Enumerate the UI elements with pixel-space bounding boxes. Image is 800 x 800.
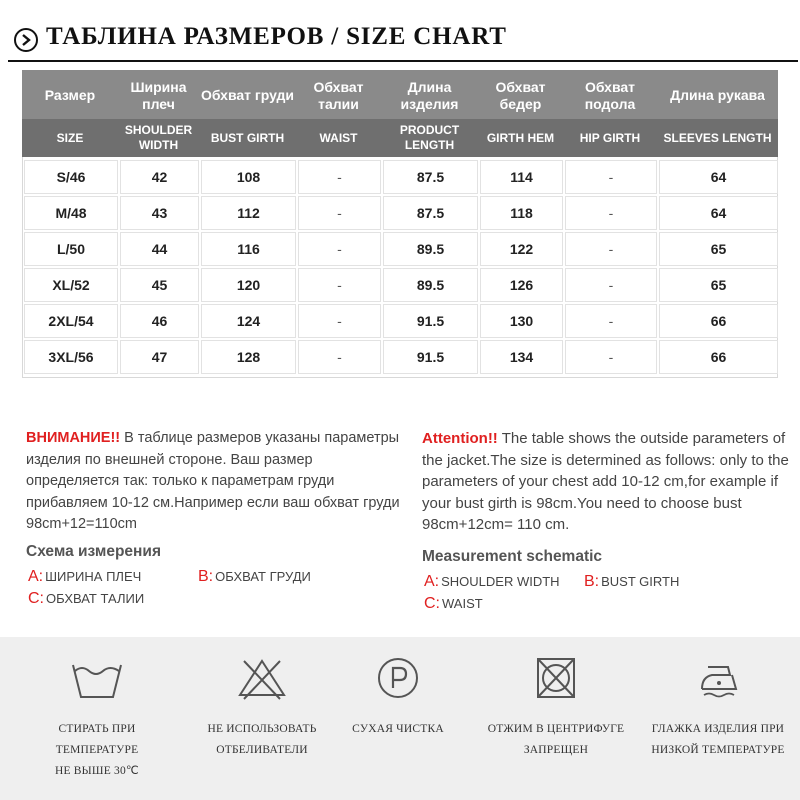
table-row bbox=[23, 267, 777, 303]
cell-shoulder-width: 47 bbox=[120, 340, 199, 374]
header-en-length: PRODUCT LENGTH bbox=[399, 123, 460, 152]
care-wash-line2: НЕ ВЫШЕ 30℃ bbox=[54, 765, 140, 777]
cell-hip-girth: - bbox=[565, 160, 657, 194]
care-tumble-line1: ОТЖИМ В ЦЕНТРИФУГЕ bbox=[487, 723, 625, 735]
care-iron bbox=[638, 655, 798, 761]
warning-label-en: Attention!! bbox=[422, 430, 498, 447]
note-text-en: The table shows the outside parameters of the jacket.The size is determined as follows: only to the parameters of your chest add 10-12 cm,for example if your bust girth is 98cm.You need to choose bust 98cm+12cm= 110 cm. bbox=[422, 430, 789, 533]
scheme-title-ru: Схема измерения bbox=[26, 543, 161, 560]
cell-shoulder-width: 45 bbox=[120, 268, 199, 302]
header-ru-hem: Обхват бедер bbox=[495, 78, 546, 112]
measure-item-ru-a: A: ШИРИНА ПЛЕЧ bbox=[28, 568, 142, 585]
header-ru-size: Размер bbox=[44, 87, 96, 103]
measure-item-ru-b: B: ОБХВАТ ГРУДИ bbox=[198, 568, 311, 585]
cell-hip-girth: - bbox=[565, 232, 657, 266]
cell-size: 3XL/56 bbox=[24, 340, 118, 374]
cell-sleeves-length: 64 bbox=[659, 196, 778, 230]
cell-girth-hem: 122 bbox=[480, 232, 563, 266]
cell-sleeves-length: 65 bbox=[659, 268, 778, 302]
measure-item-en-b: B: BUST GIRTH bbox=[584, 573, 680, 590]
cell-waist: - bbox=[298, 232, 381, 266]
table-header-en bbox=[22, 119, 778, 157]
cell-product-length: 91.5 bbox=[383, 340, 478, 374]
cell-bust-girth: 116 bbox=[201, 232, 296, 266]
warning-label-ru: ВНИМАНИЕ!! bbox=[26, 430, 121, 446]
header-en-bust: BUST GIRTH bbox=[210, 130, 285, 145]
header-en-size: SIZE bbox=[56, 130, 84, 145]
cell-size: 2XL/54 bbox=[24, 304, 118, 338]
scheme-title-en: Measurement schematic bbox=[422, 548, 603, 565]
care-tumble bbox=[476, 655, 636, 761]
wash-temperature-icon bbox=[67, 655, 127, 701]
note-text-ru: В таблице размеров указаны параметры изделия по внешней стороне. Ваш размер определяется так: только к параметрам груди прибавляем 10-12 см.Например если ваш обхват груди 98cm+12=110cm bbox=[26, 430, 400, 532]
header-ru-shoulder: Ширина плеч bbox=[130, 78, 187, 112]
chevron-right-icon bbox=[14, 28, 38, 52]
table-body bbox=[22, 157, 778, 378]
cell-girth-hem: 114 bbox=[480, 160, 563, 194]
cell-girth-hem: 134 bbox=[480, 340, 563, 374]
cell-bust-girth: 108 bbox=[201, 160, 296, 194]
no-bleach-icon bbox=[232, 655, 292, 701]
cell-product-length: 89.5 bbox=[383, 268, 478, 302]
header-en-hem: GIRTH HEM bbox=[486, 130, 555, 145]
header-divider bbox=[8, 60, 798, 62]
cell-product-length: 87.5 bbox=[383, 196, 478, 230]
cell-shoulder-width: 43 bbox=[120, 196, 199, 230]
header-ru-hip: Обхват подола bbox=[584, 78, 636, 112]
table-row bbox=[23, 303, 777, 339]
cell-girth-hem: 130 bbox=[480, 304, 563, 338]
cell-waist: - bbox=[298, 340, 381, 374]
care-wash-line1: СТИРАТЬ ПРИ ТЕМПЕРАТУРЕ bbox=[55, 723, 139, 756]
measure-item-ru-c: C: ОБХВАТ ТАЛИИ bbox=[28, 590, 145, 607]
cell-size: L/50 bbox=[24, 232, 118, 266]
cell-bust-girth: 112 bbox=[201, 196, 296, 230]
cell-shoulder-width: 46 bbox=[120, 304, 199, 338]
header-ru-sleeve: Длина рукава bbox=[670, 87, 765, 103]
cell-girth-hem: 118 bbox=[480, 196, 563, 230]
page-title: ТАБЛИНА РАЗМЕРОВ / SIZE CHART bbox=[46, 23, 507, 50]
table-row bbox=[23, 159, 777, 195]
cell-shoulder-width: 44 bbox=[120, 232, 199, 266]
header-en-shoulder: SHOULDER WIDTH bbox=[124, 123, 193, 152]
table-row bbox=[23, 195, 777, 231]
cell-size: S/46 bbox=[24, 160, 118, 194]
cell-girth-hem: 126 bbox=[480, 268, 563, 302]
cell-hip-girth: - bbox=[565, 196, 657, 230]
header-ru-bust: Обхват груди bbox=[200, 87, 295, 103]
care-dryclean-line1: СУХАЯ ЧИСТКА bbox=[352, 723, 444, 735]
care-dryclean bbox=[318, 655, 478, 740]
header-en-hip: HIP GIRTH bbox=[579, 130, 641, 145]
size-table bbox=[22, 70, 778, 378]
cell-product-length: 89.5 bbox=[383, 232, 478, 266]
cell-hip-girth: - bbox=[565, 340, 657, 374]
cell-waist: - bbox=[298, 268, 381, 302]
measure-item-en-c: C: WAIST bbox=[424, 595, 483, 612]
cell-shoulder-width: 42 bbox=[120, 160, 199, 194]
cell-waist: - bbox=[298, 160, 381, 194]
note-ru bbox=[26, 428, 401, 536]
care-bleach-line1: НЕ ИСПОЛЬЗОВАТЬ bbox=[207, 723, 317, 735]
note-en bbox=[422, 428, 792, 536]
page-header bbox=[8, 18, 798, 62]
header-en-waist: WAIST bbox=[319, 130, 358, 145]
header-ru-length: Длина изделия bbox=[400, 78, 459, 112]
cell-size: M/48 bbox=[24, 196, 118, 230]
cell-sleeves-length: 66 bbox=[659, 340, 778, 374]
care-iron-line2: НИЗКОЙ ТЕМПЕРАТУРЕ bbox=[651, 744, 785, 756]
dry-clean-p-icon bbox=[368, 655, 428, 701]
cell-waist: - bbox=[298, 196, 381, 230]
iron-low-temperature-icon bbox=[688, 655, 748, 701]
cell-sleeves-length: 65 bbox=[659, 232, 778, 266]
care-bleach-line2: ОТБЕЛИВАТЕЛИ bbox=[216, 744, 308, 756]
table-row bbox=[23, 339, 777, 375]
cell-bust-girth: 120 bbox=[201, 268, 296, 302]
table-row bbox=[23, 231, 777, 267]
cell-sleeves-length: 66 bbox=[659, 304, 778, 338]
cell-waist: - bbox=[298, 304, 381, 338]
care-tumble-line2: ЗАПРЕЩЕН bbox=[523, 744, 589, 756]
cell-bust-girth: 128 bbox=[201, 340, 296, 374]
cell-product-length: 87.5 bbox=[383, 160, 478, 194]
header-en-sleeve: SLEEVES LENGTH bbox=[663, 130, 772, 145]
no-tumble-dry-icon bbox=[526, 655, 586, 701]
cell-sleeves-length: 64 bbox=[659, 160, 778, 194]
table-header-ru bbox=[22, 70, 778, 119]
cell-hip-girth: - bbox=[565, 268, 657, 302]
cell-hip-girth: - bbox=[565, 304, 657, 338]
cell-product-length: 91.5 bbox=[383, 304, 478, 338]
header-ru-waist: Обхват талии bbox=[313, 78, 364, 112]
measure-item-en-a: A: SHOULDER WIDTH bbox=[424, 573, 560, 590]
cell-size: XL/52 bbox=[24, 268, 118, 302]
care-wash bbox=[17, 655, 177, 782]
cell-bust-girth: 124 bbox=[201, 304, 296, 338]
care-iron-line1: ГЛАЖКА ИЗДЕЛИЯ ПРИ bbox=[651, 723, 785, 735]
